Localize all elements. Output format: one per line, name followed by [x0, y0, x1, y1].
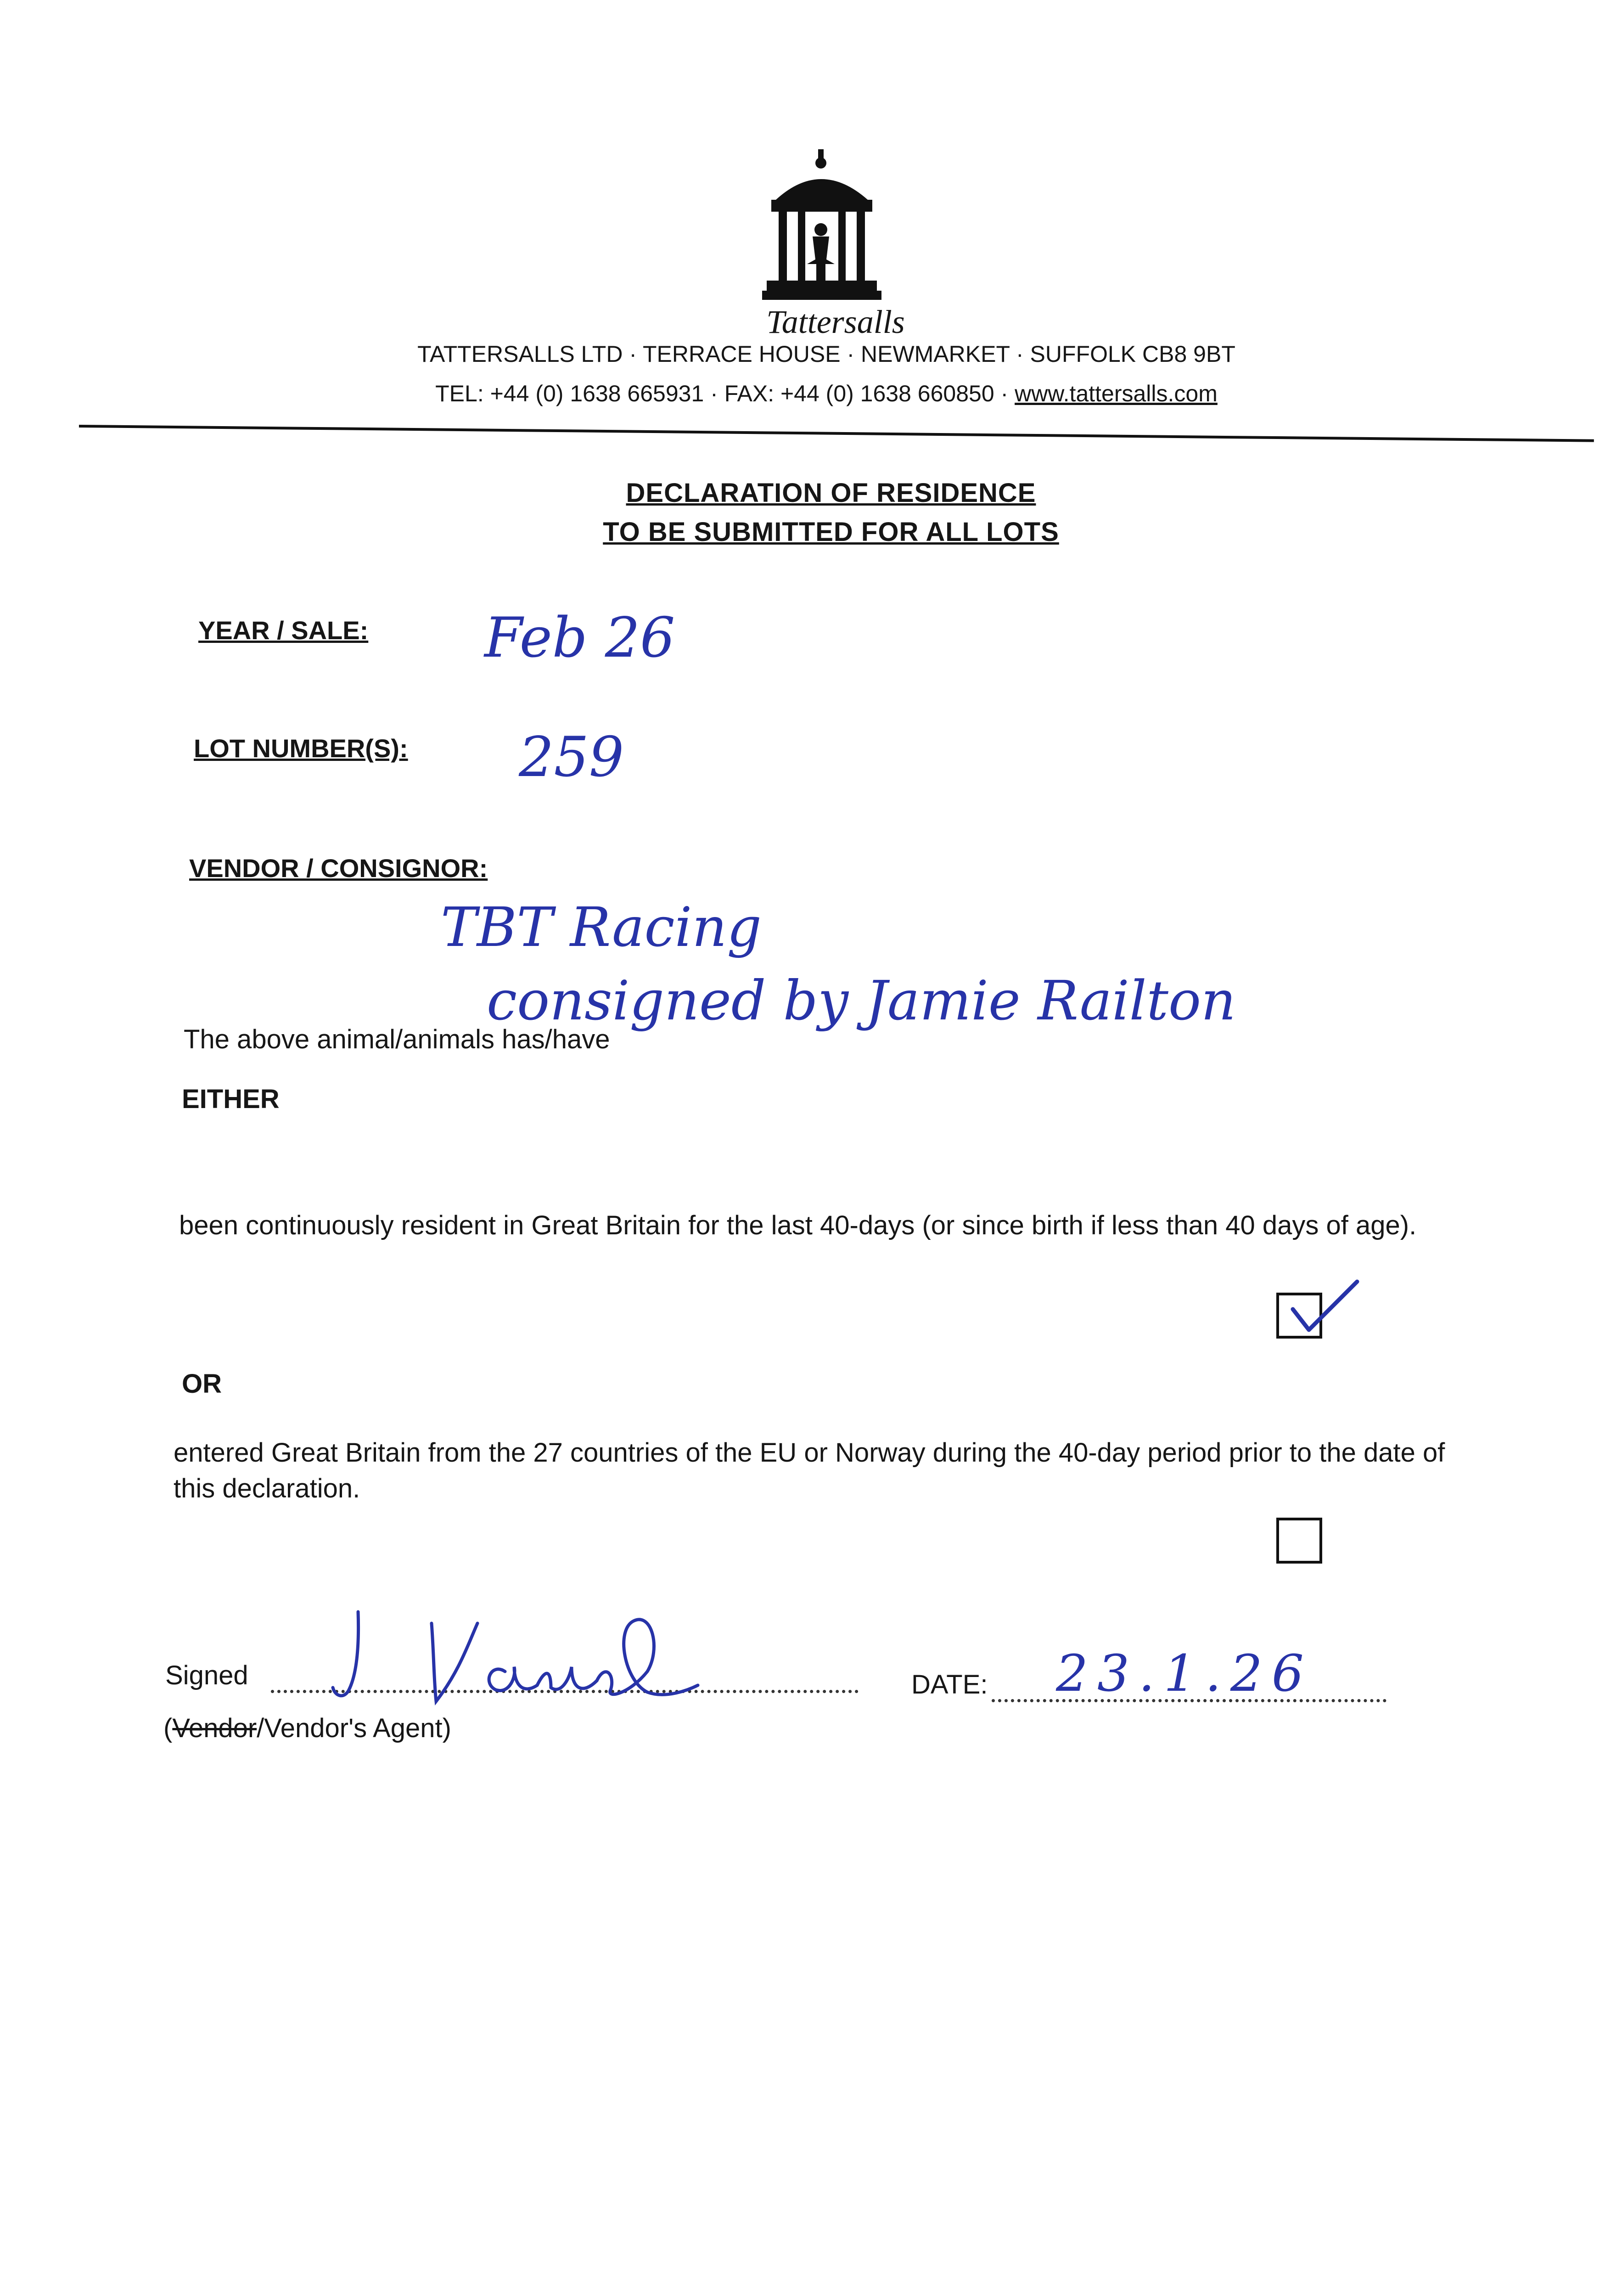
date-value[interactable]: 23.1.26 — [1056, 1644, 1313, 1703]
year-sale-label: YEAR / SALE: — [198, 616, 369, 645]
form-title: DECLARATION OF RESIDENCE — [626, 478, 1036, 508]
either-label: EITHER — [182, 1084, 280, 1114]
role-vendors-agent: /Vendor's Agent) — [257, 1713, 451, 1743]
signed-label: Signed — [165, 1660, 248, 1690]
vendor-value-line1[interactable]: TBT Racing — [441, 895, 762, 959]
role-prefix: ( — [163, 1713, 173, 1743]
vendor-value-line2[interactable]: consigned by Jamie Railton — [487, 969, 1236, 1032]
role-struck-vendor: Vendor — [172, 1713, 257, 1743]
option1-text: been continuously resident in Great Britain for the last 40-days (or since birth if less than 40 days of age). — [179, 1210, 1417, 1240]
option2-checkbox[interactable] — [1276, 1518, 1322, 1564]
option2-text: entered Great Britain from the 27 countries of the EU or Norway during the 40-day period prior to the date of this declaration. — [174, 1438, 1445, 1503]
form-subtitle: TO BE SUBMITTED FOR ALL LOTS — [603, 517, 1059, 547]
signer-role — [163, 1711, 451, 1746]
date-label: DATE: — [911, 1670, 988, 1699]
lot-number-label: LOT NUMBER(S): — [194, 734, 408, 763]
option1-checkbox[interactable] — [1276, 1293, 1322, 1339]
contact-numbers: TEL: +44 (0) 1638 665931 · FAX: +44 (0) 1638 660850 · — [435, 381, 1015, 406]
header-rule — [79, 425, 1594, 442]
vendor-consignor-label: VENDOR / CONSIGNOR: — [189, 854, 488, 883]
or-label: OR — [182, 1369, 222, 1399]
company-address: TATTERSALLS LTD · TERRACE HOUSE · NEWMARKET · SUFFOLK CB8 9BT — [417, 341, 1235, 367]
lot-number-value[interactable]: 259 — [519, 726, 624, 789]
checkmark-icon — [1288, 1277, 1398, 1337]
company-contact-line — [413, 380, 1240, 407]
signature-image[interactable] — [331, 1603, 725, 1713]
year-sale-value[interactable]: Feb 26 — [484, 606, 675, 670]
website-link[interactable]: www.tattersalls.com — [1015, 381, 1218, 406]
company-name: Tattersalls — [766, 304, 905, 340]
tattersalls-logo — [762, 149, 881, 305]
intro-text: The above animal/animals has/have — [184, 1024, 610, 1054]
